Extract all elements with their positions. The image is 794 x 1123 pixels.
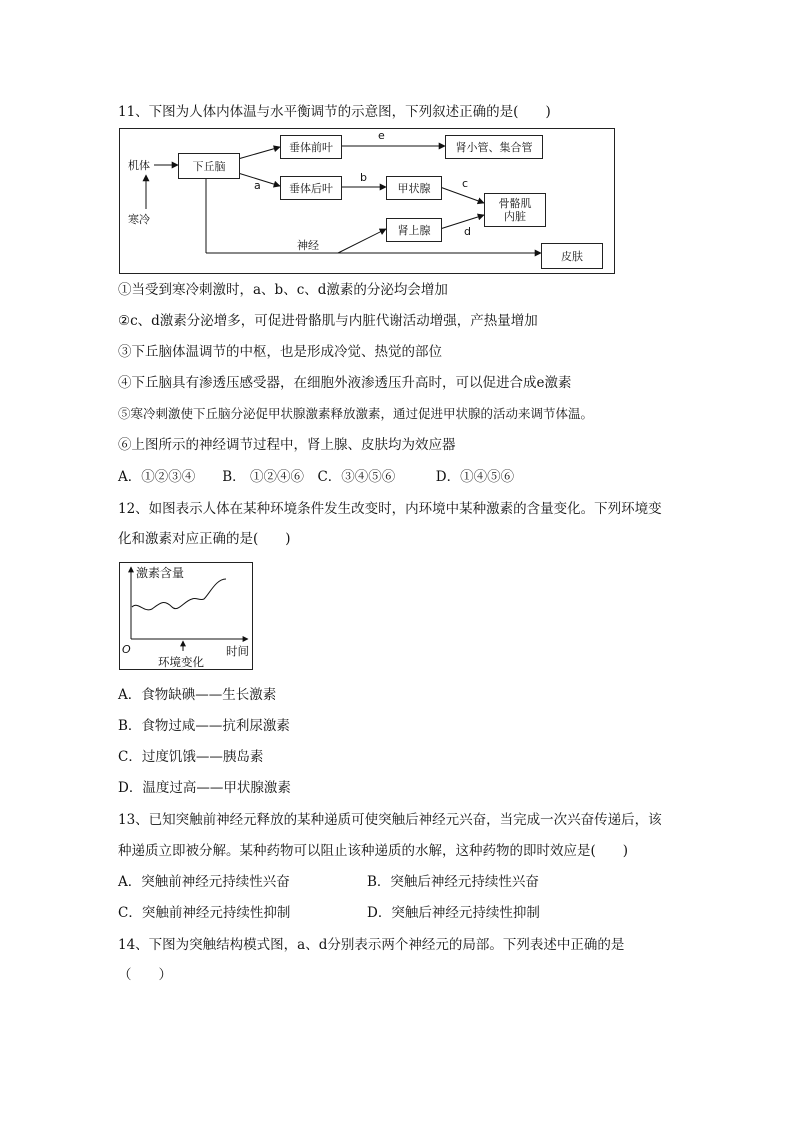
- q11-options: A．①②③④ B． ①②④⑥ C．③④⑤⑥ D．①④⑤⑥: [118, 469, 515, 485]
- q13-option-a: A．突触前神经元持续性兴奋: [118, 874, 290, 890]
- q11-label-body: 机体: [128, 159, 150, 172]
- q11-label-cold: 寒冷: [128, 213, 150, 226]
- q13-option-d: D．突触后神经元持续性抑制: [367, 905, 540, 921]
- q11-stem: 11、下图为人体内体温与水平衡调节的示意图，下列叙述正确的是( ): [118, 104, 551, 120]
- q11-label-nerve: 神经: [297, 239, 319, 252]
- q11-box-hypothalamus: 下丘脑: [178, 153, 240, 179]
- q13-stem-line1: 13、已知突触前神经元释放的某种递质可使突触后神经元兴奋，当完成一次兴奋传递后，该: [118, 812, 662, 828]
- q12-graph-svg: [120, 563, 252, 669]
- q11-label-e: e: [378, 129, 385, 142]
- q11-statement-1: ①当受到寒冷刺激时，a、b、c、d激素的分泌均会增加: [118, 282, 448, 298]
- q11-statement-3: ③下丘脑体温调节的中枢，也是形成冷觉、热觉的部位: [118, 344, 442, 360]
- q12-stem-line1: 12、如图表示人体在某种环境条件发生改变时，内环境中某种激素的含量变化。下列环境变: [118, 501, 662, 517]
- q12-stem-line2: 化和激素对应正确的是( ): [118, 531, 291, 547]
- q13-stem-line2: 种递质立即被分解。某种药物可以阻止该种递质的水解，这种药物的即时效应是( ): [118, 843, 629, 859]
- q11-box-kidney-tubules: 肾小管、集合管: [445, 135, 543, 159]
- q11-statement-2: ②c、d激素分泌增多，可促进骨骼肌与内脏代谢活动增强，产热量增加: [118, 313, 538, 329]
- q12-option-a: A．食物缺碘——生长激素: [118, 687, 277, 703]
- q11-label-d: d: [464, 225, 471, 238]
- q13-option-c: C．突触前神经元持续性抑制: [118, 905, 291, 921]
- q11-statement-5: ⑤寒冷刺激使下丘脑分泌促甲状腺激素释放激素，通过促进甲状腺的活动来调节体温。: [118, 406, 594, 421]
- q11-box-anterior-pituitary: 垂体前叶: [280, 135, 342, 159]
- q11-diagram: [119, 128, 615, 274]
- q13-option-b: B．突触后神经元持续性兴奋: [367, 874, 539, 890]
- q12-graph: [119, 562, 253, 670]
- q11-box-posterior-pituitary: 垂体后叶: [280, 176, 342, 200]
- q11-muscle-line1: 骨骼肌: [498, 197, 532, 210]
- q11-muscle-line2: 内脏: [504, 210, 526, 223]
- q11-label-b: b: [360, 171, 367, 184]
- q11-box-adrenal: 肾上腺: [386, 218, 442, 242]
- q11-box-muscle-organs: [484, 193, 546, 227]
- q12-option-b: B．食物过咸——抗利尿激素: [118, 718, 290, 734]
- q12-curve: [132, 579, 226, 610]
- q12-option-c: C．过度饥饿——胰岛素: [118, 749, 264, 765]
- q12-xlabel: 时间: [226, 644, 249, 658]
- q11-statement-6: ⑥上图所示的神经调节过程中，肾上腺、皮肤均为效应器: [118, 437, 456, 453]
- q11-label-a: a: [254, 179, 261, 192]
- q12-ylabel: 激素含量: [136, 566, 185, 580]
- q12-option-d: D．温度过高——甲状腺激素: [118, 780, 291, 796]
- q12-marker-label: 环境变化: [158, 655, 204, 669]
- q11-statement-4: ④下丘脑具有渗透压感受器，在细胞外液渗透压升高时，可以促进合成e激素: [118, 375, 572, 391]
- q11-box-skin: 皮肤: [541, 243, 603, 269]
- q11-box-thyroid: 甲状腺: [386, 176, 442, 200]
- q14-stem-line2: （ ）: [118, 967, 172, 983]
- q14-stem-line1: 14、下图为突触结构模式图，a、d分别表示两个神经元的局部。下列表述中正确的是: [118, 937, 625, 953]
- q12-origin: O: [122, 643, 131, 656]
- q11-label-c: c: [462, 177, 469, 190]
